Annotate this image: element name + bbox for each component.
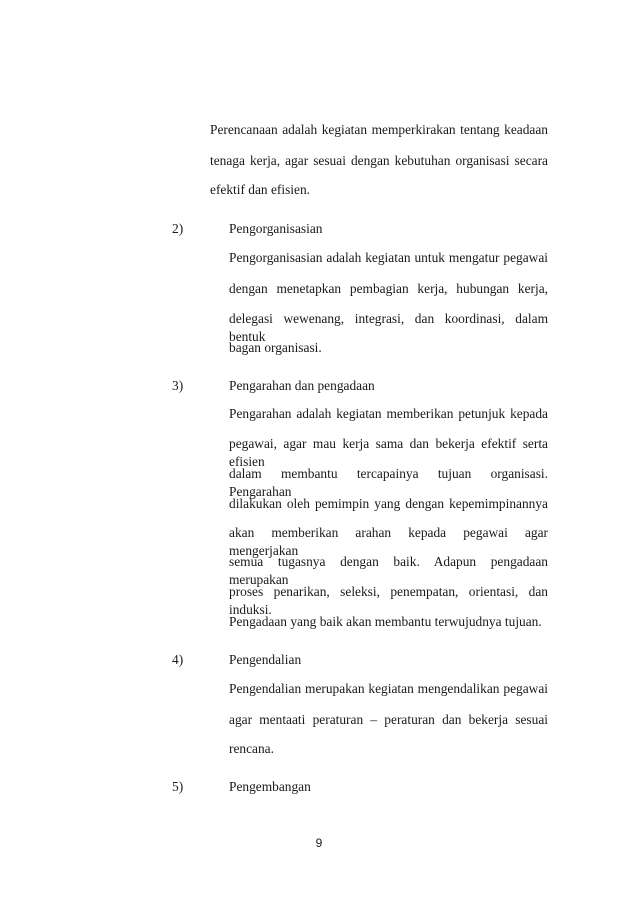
section-heading: Pengendalian xyxy=(229,652,302,667)
list-number: 3) xyxy=(172,378,184,393)
body-line: bagan organisasi. xyxy=(229,340,322,355)
body-line: rencana. xyxy=(229,741,274,756)
body-line: Pengarahan adalah kegiatan memberikan petunjuk kepada xyxy=(229,406,548,421)
body-line: akan memberikan arahan kepada pegawai agar mengerjakan xyxy=(229,525,548,558)
body-line: Pengorganisasian adalah kegiatan untuk mengatur pegawai xyxy=(229,250,548,265)
body-line: Pengendalian merupakan kegiatan mengendalikan pegawai xyxy=(229,681,548,696)
body-line: dalam membantu tercapainya tujuan organisasi. Pengarahan xyxy=(229,466,548,499)
intro-line: Perencanaan adalah kegiatan memperkirakan tentang keadaan xyxy=(210,122,548,137)
section-heading: Pengorganisasian xyxy=(229,221,323,236)
list-number: 2) xyxy=(172,221,184,236)
body-line: pegawai, agar mau kerja sama dan bekerja efektif serta efisien xyxy=(229,436,548,469)
body-line: dilakukan oleh pemimpin yang dengan kepemimpinannya xyxy=(229,496,548,511)
body-line: semua tugasnya dengan baik. Adapun pengadaan merupakan xyxy=(229,554,548,587)
body-line: dengan menetapkan pembagian kerja, hubungan kerja, xyxy=(229,281,548,296)
intro-line: tenaga kerja, agar sesuai dengan kebutuhan organisasi secara xyxy=(210,153,548,168)
body-line: Pengadaan yang baik akan membantu terwujudnya tujuan. xyxy=(229,614,542,629)
list-number: 5) xyxy=(172,779,184,794)
list-number: 4) xyxy=(172,652,184,667)
section-heading: Pengarahan dan pengadaan xyxy=(229,378,375,393)
intro-line: efektif dan efisien. xyxy=(210,182,311,197)
body-line: delegasi wewenang, integrasi, dan koordinasi, dalam bentuk xyxy=(229,311,548,344)
body-line: proses penarikan, seleksi, penempatan, orientasi, dan induksi. xyxy=(229,584,548,617)
page-number: 9 xyxy=(315,836,323,850)
body-line: agar mentaati peraturan – peraturan dan bekerja sesuai xyxy=(229,712,548,727)
section-heading: Pengembangan xyxy=(229,779,311,794)
